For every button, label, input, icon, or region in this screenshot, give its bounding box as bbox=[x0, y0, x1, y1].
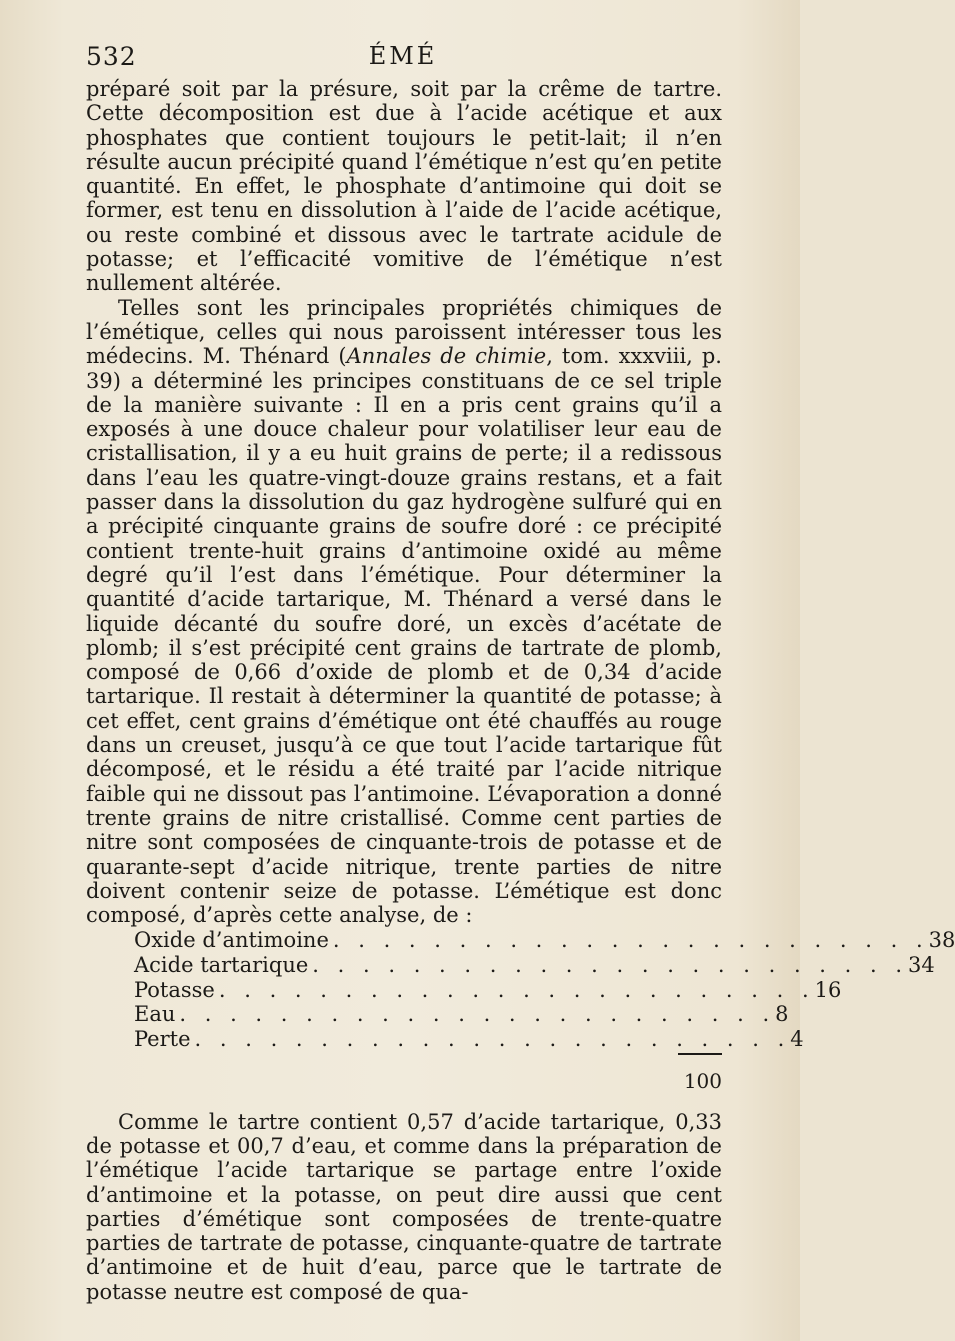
paragraph-2 bbox=[86, 296, 722, 928]
component-value: 34 bbox=[908, 952, 935, 977]
leader-dots: . . . . . . . . . . . . . . . . . . . . . . . . bbox=[179, 1002, 776, 1027]
component-label: Acide tartarique bbox=[134, 952, 309, 977]
component-value: 16 bbox=[814, 977, 842, 1002]
table-row bbox=[134, 977, 842, 1003]
sum-rule bbox=[678, 1053, 722, 1055]
composition-table bbox=[134, 928, 955, 1055]
component-label: Eau bbox=[134, 1002, 176, 1027]
component-label: Potasse bbox=[134, 977, 215, 1002]
component-label: Oxide d’antimoine bbox=[134, 928, 329, 953]
table-row bbox=[134, 1002, 789, 1027]
total-value: 100 bbox=[683, 1069, 722, 1094]
table-row bbox=[134, 928, 955, 953]
paragraph-3: Comme le tartre contient 0,57 d’acide tartarique, 0,33 de potasse et 00,7 d’eau, et comme dans la préparation de l’émétique l’acide tartarique se partage entre l’oxide d’antimoine et la potasse, on peut dire aussi que cent parties d’émétique sont composées de trente-quatre parties de tartrate de potasse, cinquante-quatre de tartrate d’antimoine et de huit d’eau, parce que le tartrate de potasse neutre est composé de qua- bbox=[86, 1109, 722, 1304]
citation-title: Annales de chimie bbox=[346, 344, 547, 369]
page-number: 532 bbox=[86, 42, 137, 71]
component-value: 38 bbox=[928, 928, 955, 953]
leader-dots: . . . . . . . . . . . . . . . . . . . . . . . . bbox=[332, 928, 929, 953]
table-row bbox=[134, 952, 935, 978]
component-value: 8 bbox=[775, 1002, 789, 1027]
leader-dots: . . . . . . . . . . . . . . . . . . . . . . . . bbox=[218, 977, 815, 1002]
running-head: ÉMÉ bbox=[368, 42, 438, 70]
paragraph-1: préparé soit par la présure, soit par la crême de tartre. Cette décomposition est due à l’acide acétique et aux phosphates que contient toujours le petit-lait; il n’en résulte aucun précipité quand l’émétique n’est qu’en petite quantité. En effet, le phosphate d’antimoine qui doit se former, est tenu en dissolution à l’aide de l’acide acétique, ou reste combiné et dissous avec le tartrate acidule de potasse; et l’efficacité vomitive de l’émétique n’est nullement altérée. bbox=[86, 77, 722, 296]
paragraph-2-start: Telles sont les principales propriétés chimiques de l’émétique, celles qui nous paroissent intéresser tous les médecins. M. Thénard ( bbox=[86, 295, 722, 369]
body-text bbox=[86, 77, 955, 1304]
paragraph-2-rest: , tom. xxxviii, p. 39) a déterminé les principes constituans de ce sel triple de la manière suivante : Il en a pris cent grains qu’il a exposés à une douce chaleur pour volatiliser leur eau de cristallisation, il y a eu huit grains de perte; il a redissous dans l’eau les quatre-vingt-douze grains restans, et a fait passer dans la dissolution du gaz hydrogène sulfuré qui en a précipité cinquante grains de soufre doré : ce précipité contient trente-huit grains d’antimoine oxidé au même degré qu’il l’est dans l’émétique. Pour déterminer la quantité d’acide tartarique, M. Thénard a versé dans le liquide décanté du soufre doré, un excès d’acétate de plomb; il s’est précipité cent grains de tartrate de plomb, composé de 0,66 d’oxide de plomb et de 0,34 d’acide tartarique. Il restait à déterminer la quantité de potasse; à cet effet, cent grains d’émétique ont été chauffés au rouge dans un creuset, jusqu’à ce que tout l’acide tartarique fût décomposé, et le résidu a été traité par l’acide nitrique faible qui ne dissout pas l’antimoine. L’évaporation a donné trente grains de nitre cristallisé. Comme cent parties de nitre sont composées de cinquante-trois de potasse et de quarante-sept d’acide nitrique, trente parties de nitre doivent contenir seize de potasse. L’émétique est donc composé, d’après cette analyse, de : bbox=[86, 344, 722, 928]
table-row bbox=[134, 1026, 804, 1052]
leader-dots: . . . . . . . . . . . . . . . . . . . . . . . . bbox=[312, 952, 909, 977]
composition-total bbox=[86, 1069, 722, 1093]
leader-dots: . . . . . . . . . . . . . . . . . . . . . . . . bbox=[194, 1026, 791, 1051]
component-label: Perte bbox=[134, 1026, 191, 1051]
component-value: 4 bbox=[790, 1026, 804, 1051]
page-header bbox=[86, 42, 720, 76]
